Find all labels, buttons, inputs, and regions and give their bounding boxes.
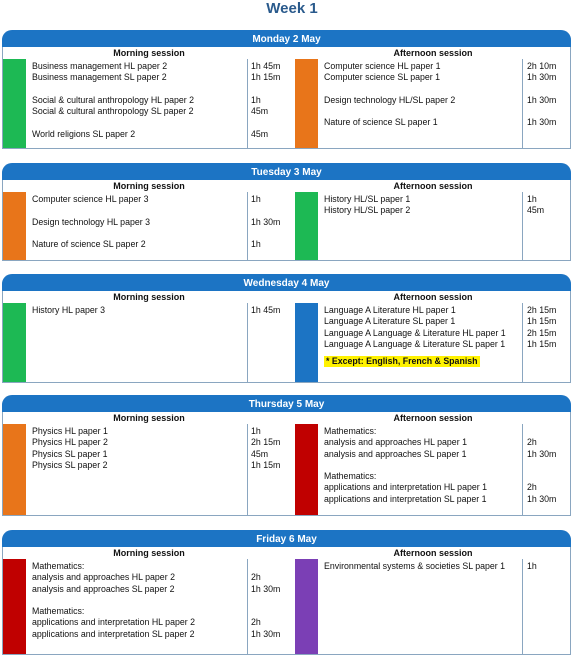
exam-duration: 2h 15m [251,437,281,448]
exam-list [324,561,569,572]
afternoon-session-heading: Afternoon session [393,48,473,58]
subject-group-color-bar [3,559,26,654]
exam-duration: 1h [251,94,261,105]
column-divider [522,559,523,654]
exam-subject: Physics HL paper 1 [32,426,108,436]
row-spacer [324,460,569,471]
morning-session-heading: Morning session [113,48,185,58]
day-block [2,163,571,261]
exam-row [324,561,569,572]
subject-group-color-bar [295,559,318,654]
day-block [2,274,571,383]
exam-list [324,194,569,217]
exam-list [32,426,293,471]
exam-duration: 2h [251,617,261,628]
exam-duration: 1h 30m [527,493,557,504]
exam-row [324,471,569,482]
exam-duration: 1h 30m [527,72,557,83]
morning-session [3,424,296,515]
exam-list [32,61,293,140]
exam-subject: Mathematics: [324,426,377,436]
exam-list [324,426,569,505]
exam-duration: 1h [251,239,261,250]
session-headings [3,180,570,192]
exception-note: * Except: English, French & Spanish [326,356,478,367]
morning-session-heading: Morning session [113,292,185,302]
exam-duration: 45m [251,106,269,117]
exam-row [32,561,293,572]
session-headings [3,47,570,59]
exam-subject: Computer science HL paper 1 [324,61,441,71]
exam-duration: 1h 30m [251,628,281,639]
exam-subject: History HL/SL paper 1 [324,194,411,204]
exam-row [324,61,569,72]
exam-duration: 1h 15m [527,338,557,349]
afternoon-session [295,559,571,654]
afternoon-session-heading: Afternoon session [393,413,473,423]
exam-subject: Mathematics: [324,471,377,482]
exam-subject: Business management SL paper 2 [32,72,167,83]
subject-group-color-bar [295,303,318,382]
row-spacer [324,84,569,95]
row-spacer [32,205,293,216]
session-headings [3,412,570,424]
exam-subject: analysis and approaches HL paper 2 [32,572,175,583]
exam-subject: Physics SL paper 2 [32,459,108,470]
day-block [2,395,571,516]
exam-row [324,482,569,493]
exam-duration: 1h [527,194,537,204]
exam-row [324,494,569,505]
exam-duration: 45m [251,448,269,459]
morning-session [3,192,296,260]
exam-subject: Language A Literature SL paper 1 [324,316,456,327]
exam-subject: History HL/SL paper 2 [324,205,411,216]
exam-row [32,584,293,595]
exam-subject: History HL paper 3 [32,305,106,315]
exam-duration: 1h 45m [251,305,281,315]
morning-session-heading: Morning session [113,181,185,191]
exam-row [324,72,569,83]
exam-row [32,95,293,106]
exam-list [324,305,569,369]
exam-row [324,305,569,316]
morning-session-heading: Morning session [113,413,185,423]
exam-subject: Design technology HL/SL paper 2 [324,94,456,105]
exam-duration: 1h 15m [251,459,281,470]
exam-subject: Physics SL paper 1 [32,448,108,459]
day-title: Wednesday 4 May [2,274,571,291]
exam-subject: Computer science SL paper 1 [324,72,441,83]
exam-duration: 2h 15m [527,305,557,315]
exam-duration: 2h [527,437,537,448]
afternoon-session [295,59,571,148]
exam-row [324,328,569,339]
exam-subject: Language A Language & Literature SL paper 1 [324,338,506,349]
exam-subject: Mathematics: [32,606,85,617]
exam-row [32,72,293,83]
exam-duration: 1h 30m [527,94,557,105]
exam-subject: Language A Language & Literature HL paper 1 [324,327,506,338]
exam-row [324,449,569,460]
exam-subject: applications and interpretation HL paper 2 [32,617,196,628]
exam-duration: 1h 30m [527,117,557,128]
exam-row [32,239,293,250]
session-headings [3,547,570,559]
exam-duration: 2h [251,572,261,583]
exam-duration: 1h 15m [527,316,557,327]
subject-group-color-bar [3,424,26,515]
afternoon-session [295,192,571,260]
exam-duration: 2h 15m [527,327,557,338]
exam-subject: Computer science HL paper 3 [32,194,149,204]
exam-subject: Mathematics: [32,561,85,571]
session-headings [3,291,570,303]
exam-duration: 1h [251,426,261,436]
exam-subject: Nature of science SL paper 1 [324,117,438,128]
afternoon-session-heading: Afternoon session [393,548,473,558]
exam-row [324,194,569,205]
exam-row [324,205,569,216]
exam-row [324,339,569,350]
subject-group-color-bar [3,59,26,148]
exam-subject: Social & cultural anthropology HL paper 2 [32,94,195,105]
exam-subject: Nature of science SL paper 2 [32,239,146,250]
afternoon-session-heading: Afternoon session [393,181,473,191]
exam-row [32,629,293,640]
row-spacer [32,228,293,239]
exam-duration: 1h 30m [251,216,281,227]
exam-row [32,194,293,205]
exam-row [32,460,293,471]
exam-duration: 2h 10m [527,61,557,71]
exam-row [32,449,293,460]
exam-subject: Design technology HL paper 3 [32,216,151,227]
exam-row [324,437,569,448]
exam-list [324,61,569,129]
morning-session [3,303,296,382]
exam-subject: applications and interpretation SL paper 1 [324,493,487,504]
exam-row [32,617,293,628]
exam-duration: 1h 30m [527,448,557,459]
morning-session-heading: Morning session [113,548,185,558]
afternoon-session [295,303,571,382]
exam-subject: applications and interpretation HL paper 1 [324,482,488,493]
exam-row [32,106,293,117]
exam-row [32,606,293,617]
exam-duration: 2h [527,482,537,493]
exam-list [32,194,293,250]
exam-row [324,117,569,128]
row-spacer [32,84,293,95]
exam-row [324,426,569,437]
day-block [2,30,571,149]
exam-subject: Social & cultural anthropology SL paper 2 [32,106,194,117]
exam-subject: analysis and approaches SL paper 2 [32,583,175,594]
exam-subject: Physics HL paper 2 [32,437,108,448]
exam-row [32,217,293,228]
exam-duration: 45m [527,205,545,216]
subject-group-color-bar [295,192,318,260]
exam-subject: applications and interpretation SL paper 2 [32,628,195,639]
exam-list [32,305,293,316]
exam-row [32,572,293,583]
exam-row [324,95,569,106]
exam-row [32,426,293,437]
morning-session [3,559,296,654]
exam-row [32,129,293,140]
morning-session [3,59,296,148]
exam-subject: Environmental systems & societies SL paper 1 [324,561,506,571]
exam-row [32,61,293,72]
day-title: Monday 2 May [2,30,571,47]
exam-subject: Business management HL paper 2 [32,61,168,71]
exam-duration: 1h 45m [251,61,281,71]
day-title: Tuesday 3 May [2,163,571,180]
subject-group-color-bar [295,59,318,148]
exam-list [32,561,293,640]
exam-duration: 1h 30m [251,583,281,594]
row-spacer [324,106,569,117]
row-spacer [32,117,293,128]
afternoon-session [295,424,571,515]
exam-subject: analysis and approaches SL paper 1 [324,448,467,459]
row-spacer [32,595,293,606]
day-title: Thursday 5 May [2,395,571,412]
exam-row [324,316,569,327]
exam-duration: 1h [251,194,261,204]
exam-row [32,437,293,448]
exam-duration: 1h [527,561,537,571]
exam-subject: World religions SL paper 2 [32,128,136,139]
subject-group-color-bar [3,303,26,382]
subject-group-color-bar [3,192,26,260]
exam-duration: 45m [251,128,269,139]
week-title: Week 1 [266,0,318,17]
exam-subject: analysis and approaches HL paper 1 [324,437,467,448]
day-block [2,530,571,655]
exam-subject: Language A Literature HL paper 1 [324,305,456,315]
afternoon-session-heading: Afternoon session [393,292,473,302]
exam-duration: 1h 15m [251,72,281,83]
day-title: Friday 6 May [2,530,571,547]
subject-group-color-bar [295,424,318,515]
exam-row [32,305,293,316]
